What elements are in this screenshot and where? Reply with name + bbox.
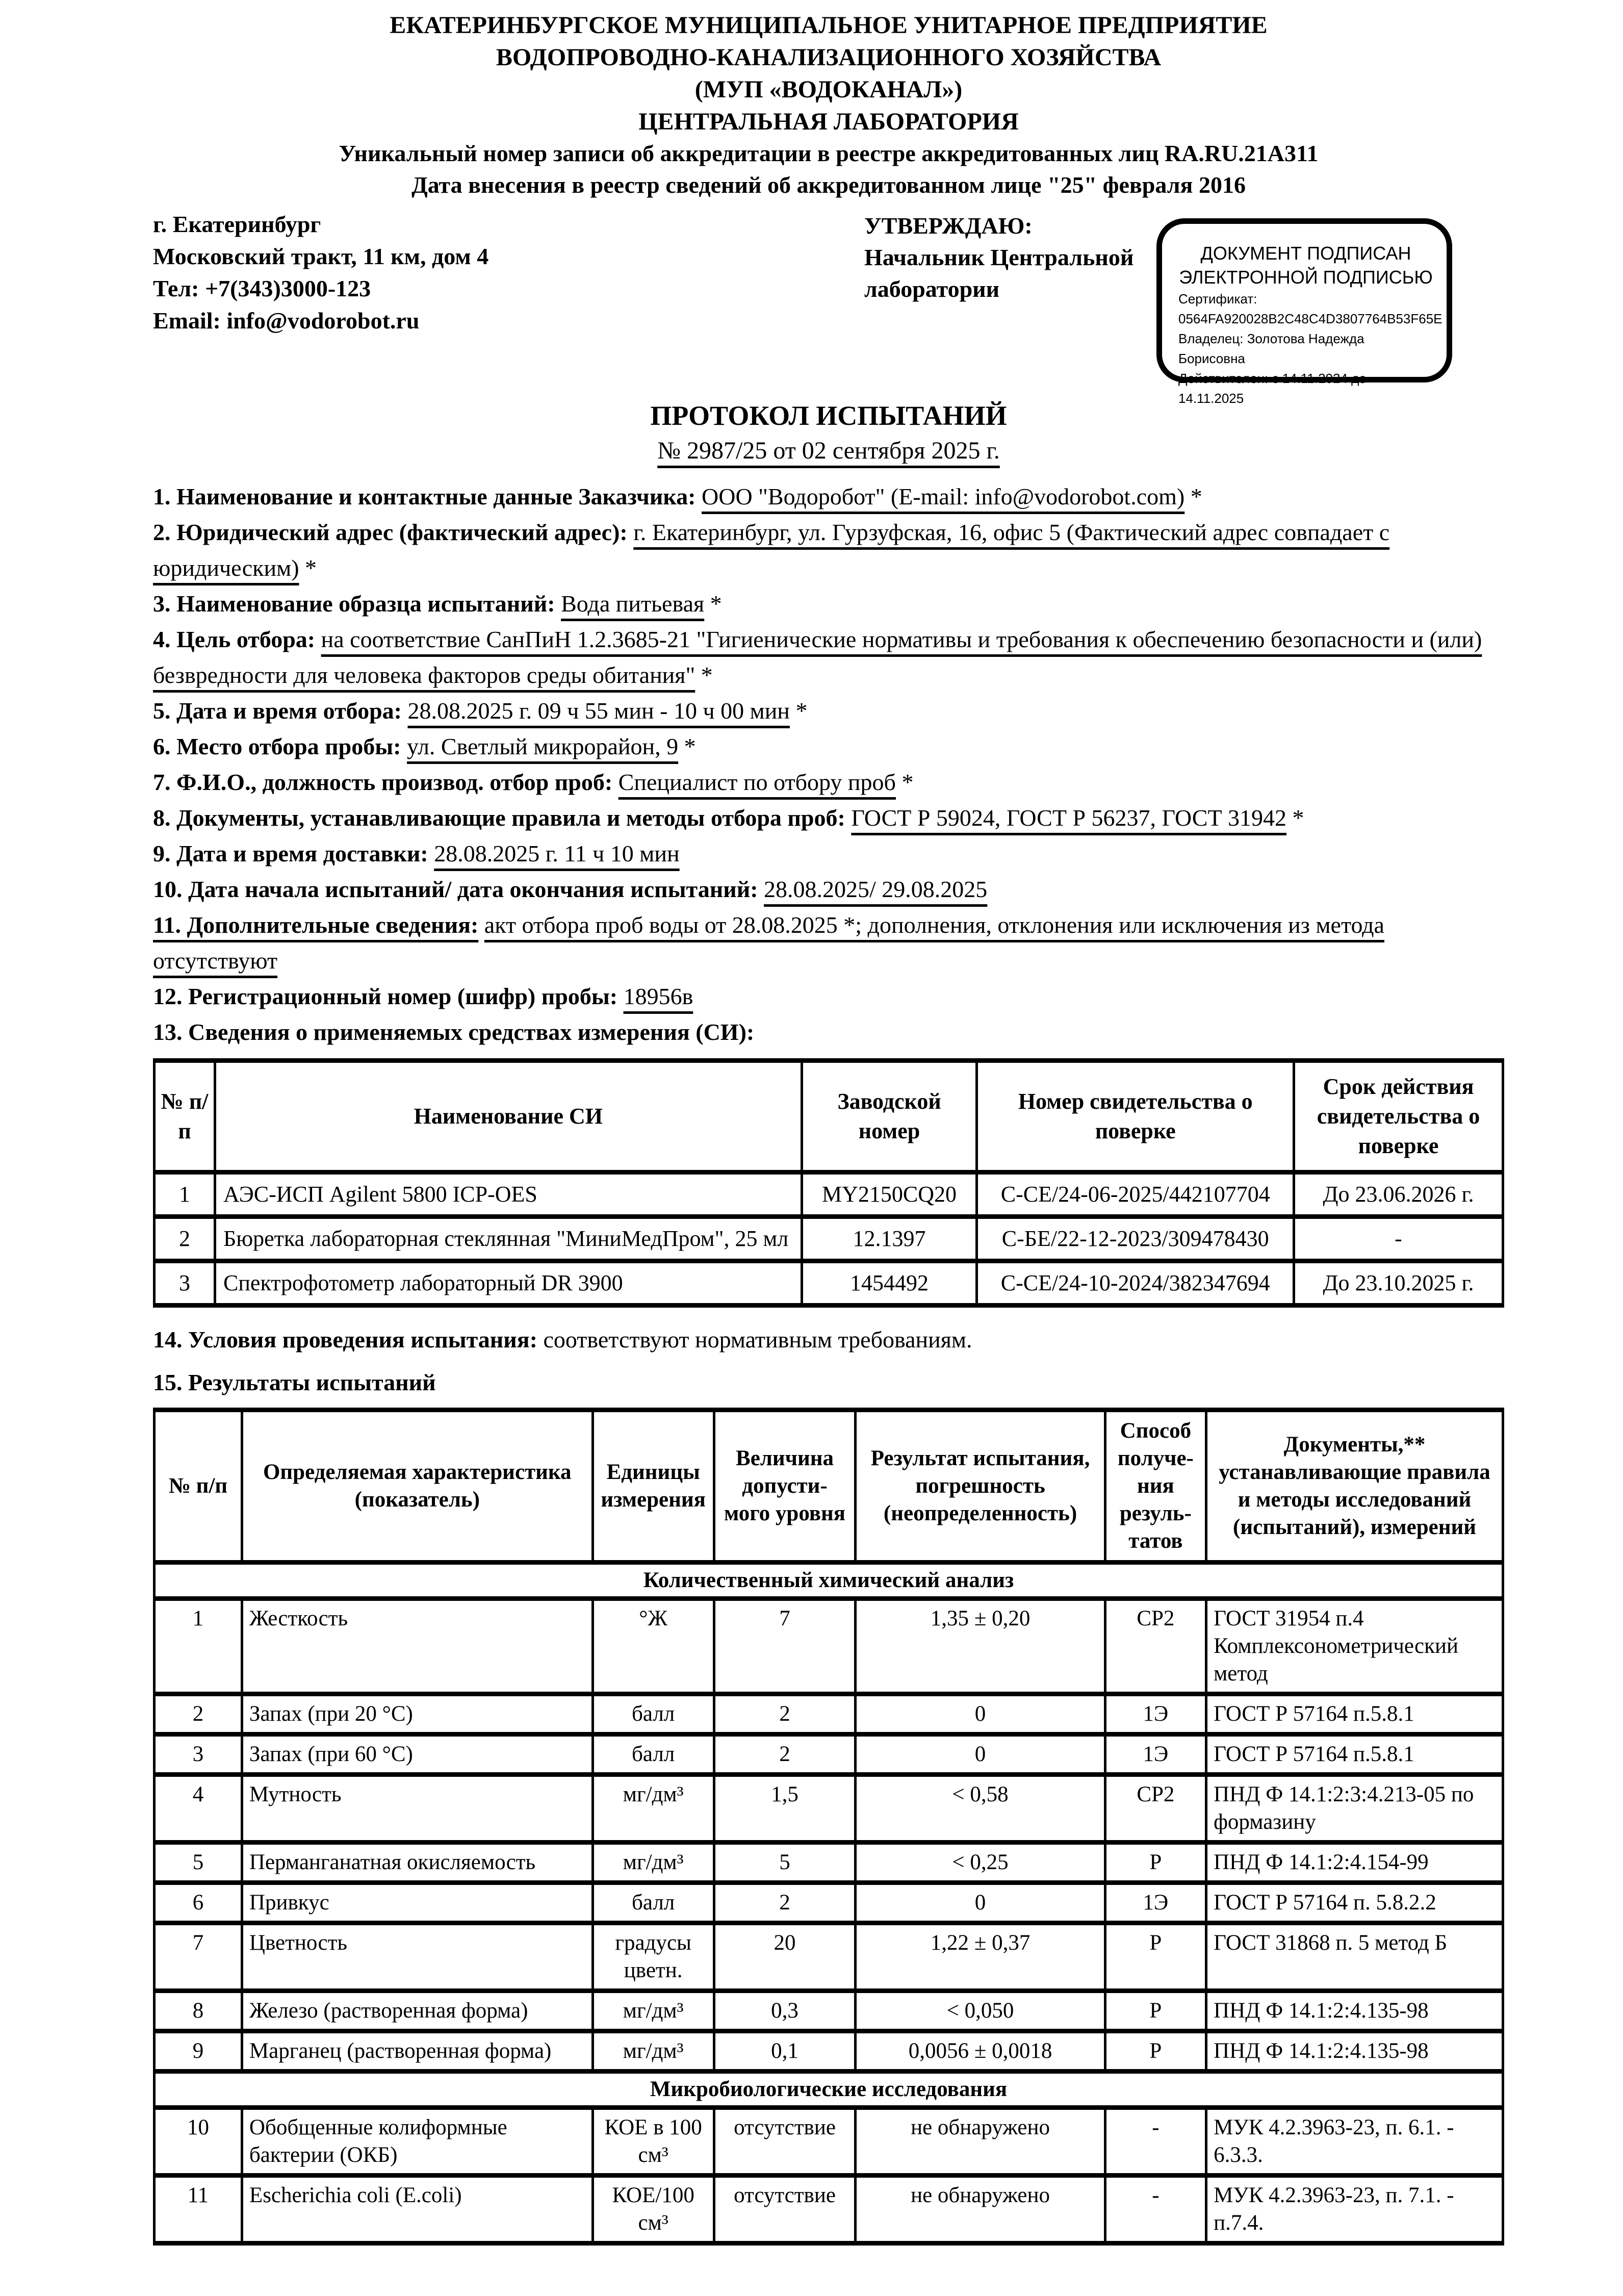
table-cell: Р — [1105, 2031, 1206, 2072]
item-4-label: 4. Цель отбора: — [153, 626, 316, 652]
table-cell: Цветность — [242, 1923, 592, 1991]
table-cell: 2 — [154, 1694, 242, 1734]
table-row — [154, 1599, 1503, 1694]
table-cell: СР2 — [1105, 1775, 1206, 1843]
lab-name: ЦЕНТРАЛЬНАЯ ЛАБОРАТОРИЯ — [638, 108, 1019, 135]
table-cell: Марганец (растворенная форма) — [242, 2031, 592, 2072]
table-row — [154, 1843, 1503, 1883]
table-cell: ГОСТ 31954 п.4 Комплексонометрический метод — [1206, 1599, 1503, 1694]
item-9 — [153, 836, 1504, 872]
results-header-characteristic: Определяемая характеристика (показатель) — [242, 1410, 592, 1563]
table-row — [154, 1883, 1503, 1923]
results-header-num: № п/п — [154, 1410, 242, 1563]
accreditation-date-line: Дата внесения в реестр сведений об аккредитованном лице "25" февраля 2016 — [411, 172, 1246, 198]
org-header — [153, 9, 1504, 201]
protocol-number-value: № 2987/25 от 02 сентября 2025 г. — [657, 437, 1000, 464]
table-cell: мг/дм³ — [592, 1843, 714, 1883]
item-2 — [153, 515, 1504, 586]
table-cell: Обобщенные колиформные бактерии (ОКБ) — [242, 2108, 592, 2176]
table-cell: Р — [1105, 1991, 1206, 2031]
item-3-label: 3. Наименование образца испытаний: — [153, 591, 555, 617]
item-4-value: на соответствие СанПиН 1.2.3685-21 "Гигиенические нормативы и требования к обеспечению безопасности и (или) безвредности для человека факторов среды обитания" — [153, 626, 1482, 688]
item-6-value: ул. Светлый микрорайон, 9 — [406, 733, 679, 759]
results-section-microbiology — [154, 2072, 1503, 2108]
table-cell: 0,1 — [714, 2031, 856, 2072]
item-11-value: акт отбора проб воды от 28.08.2025 *; дополнения, отклонения или исключения из метода отсутствуют — [153, 912, 1384, 974]
results-header-row — [154, 1410, 1503, 1563]
table-cell: ПНД Ф 14.1:2:3:4.213-05 по формазину — [1206, 1775, 1503, 1843]
table-cell: КОЕ в 100 см³ — [592, 2108, 714, 2176]
si-cell: С-СЕ/24-06-2025/442107704 — [977, 1172, 1294, 1217]
table-cell: Р — [1105, 1843, 1206, 1883]
item-12-value: 18956в — [623, 983, 693, 1009]
table-cell: Мутность — [242, 1775, 592, 1843]
table-cell: ГОСТ Р 57164 п.5.8.1 — [1206, 1734, 1503, 1775]
item-6-suffix: * — [678, 733, 696, 759]
si-cell: 3 — [154, 1261, 215, 1306]
table-cell: ГОСТ 31868 п. 5 метод Б — [1206, 1923, 1503, 1991]
results-header-limit: Величина допусти-мого уровня — [714, 1410, 856, 1563]
table-cell: МУК 4.2.3963-23, п. 6.1. - 6.3.3. — [1206, 2108, 1503, 2176]
item-14-value: соответствуют нормативным требованиям. — [537, 1326, 972, 1353]
table-cell: - — [1105, 2176, 1206, 2243]
org-name-line-3: (МУП «ВОДОКАНАЛ») — [694, 76, 963, 103]
table-cell: Привкус — [242, 1883, 592, 1923]
item-6-label: 6. Место отбора пробы: — [153, 733, 401, 759]
table-cell: 1,22 ± 0,37 — [856, 1923, 1105, 1991]
table-cell: мг/дм³ — [592, 1991, 714, 2031]
esign-owner: Владелец: Золотова Надежда Борисовна — [1178, 331, 1364, 366]
item-15-heading: 15. Результаты испытаний — [153, 1369, 436, 1395]
si-row — [154, 1172, 1503, 1217]
table-cell: 8 — [154, 1991, 242, 2031]
item-8-suffix: * — [1286, 805, 1304, 831]
item-4 — [153, 622, 1504, 693]
si-header-serial: Заводской номер — [802, 1061, 977, 1172]
item-13-label: 13. Сведения о применяемых средствах измерения (СИ): — [153, 1019, 755, 1045]
table-cell: ГОСТ Р 57164 п. 5.8.2.2 — [1206, 1883, 1503, 1923]
item-8 — [153, 800, 1504, 836]
esign-stamp-title-line-2: ЭЛЕКТРОННОЙ ПОДПИСЬЮ — [1179, 267, 1433, 288]
table-cell: < 0,58 — [856, 1775, 1105, 1843]
si-header-row — [154, 1061, 1503, 1172]
table-cell: МУК 4.2.3963-23, п. 7.1. - п.7.4. — [1206, 2176, 1503, 2243]
item-2-suffix: * — [299, 555, 317, 581]
table-cell: 5 — [714, 1843, 856, 1883]
table-row — [154, 1923, 1503, 1991]
si-cell: АЭС-ИСП Agilent 5800 ICP-OES — [215, 1172, 802, 1217]
table-cell: 0 — [856, 1734, 1105, 1775]
item-6 — [153, 729, 1504, 764]
item-4-suffix: * — [695, 662, 713, 688]
item-14 — [153, 1324, 1504, 1356]
table-cell: ПНД Ф 14.1:2:4.154-99 — [1206, 1843, 1503, 1883]
si-cell: - — [1294, 1217, 1503, 1261]
table-cell: ГОСТ Р 57164 п.5.8.1 — [1206, 1694, 1503, 1734]
approval-block — [864, 210, 1133, 305]
si-cell: До 23.10.2025 г. — [1294, 1261, 1503, 1306]
si-header-cert: Номер свидетельства о поверке — [977, 1061, 1294, 1172]
table-row — [154, 1694, 1503, 1734]
si-header-num: № п/п — [154, 1061, 215, 1172]
table-cell: 2 — [714, 1734, 856, 1775]
table-cell: 20 — [714, 1923, 856, 1991]
contact-address: Московский тракт, 11 км, дом 4 — [153, 243, 489, 269]
table-cell: балл — [592, 1734, 714, 1775]
esign-stamp-details — [1178, 289, 1442, 409]
item-1 — [153, 479, 1504, 515]
table-cell: 1,35 ± 0,20 — [856, 1599, 1105, 1694]
table-row — [154, 1734, 1503, 1775]
item-9-label: 9. Дата и время доставки: — [153, 840, 428, 866]
org-name-line-2: ВОДОПРОВОДНО-КАНАЛИЗАЦИОННОГО ХОЗЯЙСТВА — [496, 44, 1162, 71]
table-cell: 1Э — [1105, 1694, 1206, 1734]
table-cell: балл — [592, 1883, 714, 1923]
table-cell: < 0,25 — [856, 1843, 1105, 1883]
table-cell: 6 — [154, 1883, 242, 1923]
accreditation-line: Уникальный номер записи об аккредитации в реестре аккредитованных лиц RA.RU.21A311 — [339, 140, 1319, 166]
info-row — [153, 208, 1504, 406]
table-cell: градусы цветн. — [592, 1923, 714, 1991]
table-cell: < 0,050 — [856, 1991, 1105, 2031]
approval-position-line-1: Начальник Центральной — [864, 244, 1134, 270]
table-cell: 7 — [714, 1599, 856, 1694]
item-5-value: 28.08.2025 г. 09 ч 55 мин - 10 ч 00 мин — [407, 698, 790, 724]
si-row — [154, 1261, 1503, 1306]
table-cell: 0 — [856, 1883, 1105, 1923]
si-header-name: Наименование СИ — [215, 1061, 802, 1172]
si-cell: С-СЕ/24-10-2024/382347694 — [977, 1261, 1294, 1306]
results-section-title: Микробиологические исследования — [154, 2072, 1503, 2108]
table-cell: КОЕ/100 см³ — [592, 2176, 714, 2243]
item-1-value: ООО "Водоробот" (E-mail: info@vodorobot.com) — [702, 483, 1185, 509]
table-cell: балл — [592, 1694, 714, 1734]
results-header-documents: Документы,** устанавливающие правила и методы исследований (испытаний), измерений — [1206, 1410, 1503, 1563]
item-5-suffix: * — [789, 698, 808, 724]
results-section-chemical — [154, 1563, 1503, 1599]
table-cell: ПНД Ф 14.1:2:4.135-98 — [1206, 2031, 1503, 2072]
table-cell: отсутствие — [714, 2176, 856, 2243]
protocol-number — [153, 437, 1504, 465]
item-8-label: 8. Документы, устанавливающие правила и методы отбора проб: — [153, 805, 845, 831]
si-cell: 1 — [154, 1172, 215, 1217]
table-cell: 9 — [154, 2031, 242, 2072]
item-11-label: 11. Дополнительные сведения: — [153, 912, 479, 938]
si-cell: MY2150CQ20 — [802, 1172, 977, 1217]
item-7-suffix: * — [895, 769, 914, 795]
table-cell: Жесткость — [242, 1599, 592, 1694]
contact-email: Email: info@vodorobot.ru — [153, 308, 420, 334]
table-cell: 0,0056 ± 0,0018 — [856, 2031, 1105, 2072]
table-row — [154, 1775, 1503, 1843]
table-cell: мг/дм³ — [592, 1775, 714, 1843]
table-cell: 5 — [154, 1843, 242, 1883]
table-row — [154, 2031, 1503, 2072]
si-cell: 1454492 — [802, 1261, 977, 1306]
item-5 — [153, 693, 1504, 729]
esign-stamp-title-line-1: ДОКУМЕНТ ПОДПИСАН — [1200, 243, 1411, 264]
table-cell: 4 — [154, 1775, 242, 1843]
item-2-label: 2. Юридический адрес (фактический адрес): — [153, 519, 628, 545]
table-cell: 1 — [154, 1599, 242, 1694]
item-3-suffix: * — [704, 591, 722, 617]
si-cell: До 23.06.2026 г. — [1294, 1172, 1503, 1217]
contacts-block — [153, 208, 488, 337]
table-cell: Escherichia coli (E.coli) — [242, 2176, 592, 2243]
item-12-label: 12. Регистрационный номер (шифр) пробы: — [153, 983, 618, 1009]
table-cell: Железо (растворенная форма) — [242, 1991, 592, 2031]
item-8-value: ГОСТ Р 59024, ГОСТ Р 56237, ГОСТ 31942 — [851, 805, 1287, 831]
item-10-label: 10. Дата начала испытаний/ дата окончания испытаний: — [153, 876, 758, 902]
item-14-label: 14. Условия проведения испытания: — [153, 1326, 537, 1353]
table-cell: Запах (при 20 °С) — [242, 1694, 592, 1734]
results-table — [153, 1408, 1504, 2246]
table-cell: не обнаружено — [856, 2176, 1105, 2243]
table-cell: Р — [1105, 1923, 1206, 1991]
item-12 — [153, 979, 1504, 1014]
table-cell: 0 — [856, 1694, 1105, 1734]
table-cell: 0,3 — [714, 1991, 856, 2031]
table-cell: СР2 — [1105, 1599, 1206, 1694]
table-cell: 1,5 — [714, 1775, 856, 1843]
si-row — [154, 1217, 1503, 1261]
si-cell: Бюретка лабораторная стеклянная "МиниМедПром", 25 мл — [215, 1217, 802, 1261]
results-header-result: Результат испытания, погрешность (неопределенность) — [856, 1410, 1105, 1563]
si-table — [153, 1058, 1504, 1308]
item-1-label: 1. Наименование и контактные данные Заказчика: — [153, 483, 696, 509]
table-row — [154, 1991, 1503, 2031]
item-2-value: г. Екатеринбург, ул. Гурзуфская, 16, офис 5 (Фактический адрес совпадает с юридическим) — [153, 519, 1390, 581]
esign-certificate: Сертификат: 0564FA920028B2C48C4D3807764B53F65E — [1178, 291, 1442, 326]
item-7-label: 7. Ф.И.О., должность производ. отбор проб: — [153, 769, 613, 795]
table-cell: 2 — [714, 1694, 856, 1734]
table-cell: 11 — [154, 2176, 242, 2243]
si-cell: Спектрофотометр лабораторный DR 3900 — [215, 1261, 802, 1306]
si-cell: 12.1397 — [802, 1217, 977, 1261]
item-3 — [153, 586, 1504, 622]
table-cell: °Ж — [592, 1599, 714, 1694]
contact-phone: Тел: +7(343)3000-123 — [153, 275, 371, 301]
results-header-method-type: Способ получе-ния резуль-татов — [1105, 1410, 1206, 1563]
table-row — [154, 2108, 1503, 2176]
table-cell: не обнаружено — [856, 2108, 1105, 2176]
table-cell: мг/дм³ — [592, 2031, 714, 2072]
item-13-heading — [153, 1014, 1504, 1050]
item-1-suffix: * — [1184, 483, 1202, 509]
approval-position-line-2: лаборатории — [864, 276, 1000, 302]
table-cell: 1Э — [1105, 1883, 1206, 1923]
table-cell: - — [1105, 2108, 1206, 2176]
item-5-label: 5. Дата и время отбора: — [153, 698, 402, 724]
item-3-value: Вода питьевая — [561, 591, 705, 617]
esign-stamp-title — [1178, 241, 1433, 289]
item-7 — [153, 764, 1504, 800]
table-cell: 10 — [154, 2108, 242, 2176]
table-cell: 2 — [714, 1883, 856, 1923]
esign-validity: Действителен: с 14.11.2024 до 14.11.2025 — [1178, 371, 1367, 406]
table-cell: 3 — [154, 1734, 242, 1775]
table-cell: ПНД Ф 14.1:2:4.135-98 — [1206, 1991, 1503, 2031]
si-header-validity: Срок действия свидетельства о поверке — [1294, 1061, 1503, 1172]
si-cell: 2 — [154, 1217, 215, 1261]
item-7-value: Специалист по отбору проб — [618, 769, 896, 795]
esign-stamp — [1156, 218, 1452, 406]
item-9-value: 28.08.2025 г. 11 ч 10 мин — [434, 840, 680, 866]
table-cell: отсутствие — [714, 2108, 856, 2176]
table-cell: Запах (при 60 °С) — [242, 1734, 592, 1775]
table-cell: 7 — [154, 1923, 242, 1991]
protocol-title: ПРОТОКОЛ ИСПЫТАНИЙ — [650, 400, 1007, 431]
contact-city: г. Екатеринбург — [153, 211, 321, 237]
item-11 — [153, 907, 1504, 979]
results-section-title: Количественный химический анализ — [154, 1563, 1503, 1599]
item-10-value: 28.08.2025/ 29.08.2025 — [764, 876, 988, 902]
table-cell: Перманганатная окисляемость — [242, 1843, 592, 1883]
table-cell: 1Э — [1105, 1734, 1206, 1775]
table-row — [154, 2176, 1503, 2243]
approval-title: УТВЕРЖДАЮ: — [864, 213, 1033, 239]
si-cell: С-БЕ/22-12-2023/309478430 — [977, 1217, 1294, 1261]
item-10 — [153, 872, 1504, 907]
protocol-items — [153, 479, 1504, 1050]
org-name-line-1: ЕКАТЕРИНБУРГСКОЕ МУНИЦИПАЛЬНОЕ УНИТАРНОЕ ПРЕДПРИЯТИЕ — [390, 12, 1268, 39]
results-header-units: Единицы измерения — [592, 1410, 714, 1563]
